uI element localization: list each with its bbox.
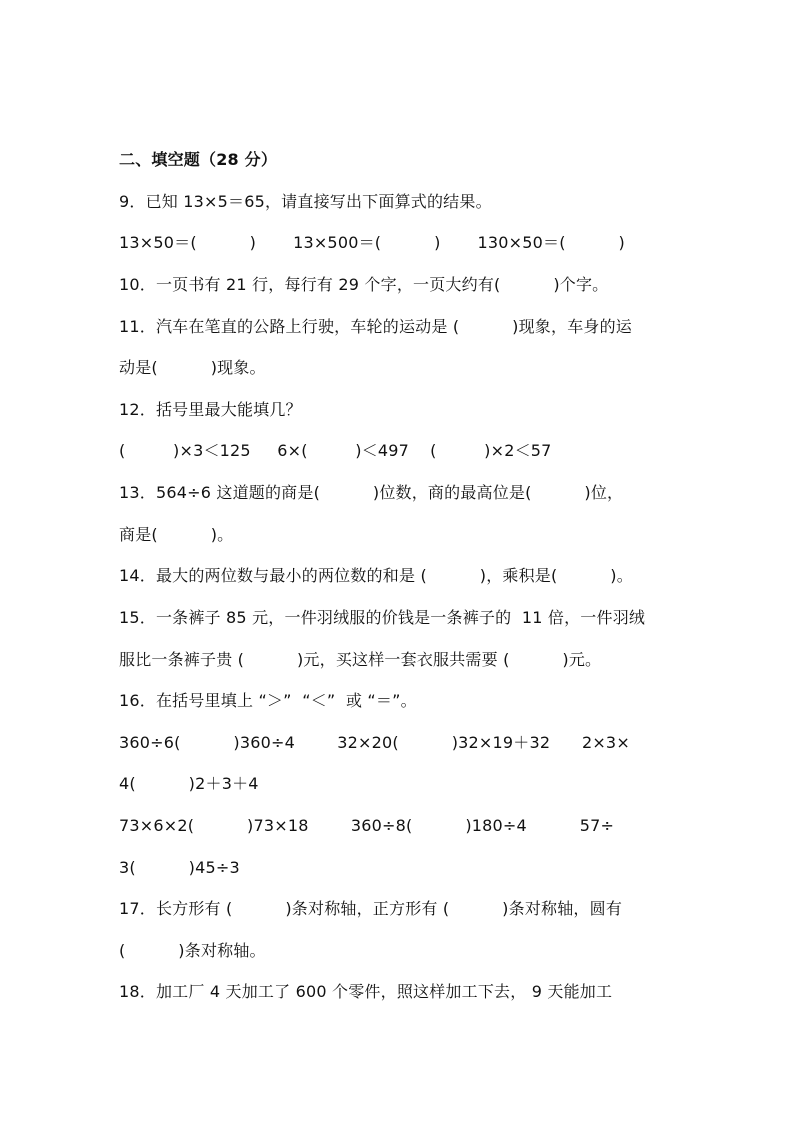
question-14-text: 14．最大的两位数与最小的两位数的和是 ( )，乘积是( )。 xyxy=(119,566,633,585)
section-title: 二、填空题（28 分） xyxy=(119,150,278,169)
question-16-row-1: 360÷6( )360÷4 32×20( )32×19＋32 2×3× xyxy=(119,733,630,752)
question-9-blanks: 13×50＝( ) 13×500＝( ) 130×50＝( ) xyxy=(119,233,625,252)
question-15-continued: 服比一条裤子贵 ( )元，买这样一套衣服共需要 ( )元。 xyxy=(119,650,602,669)
question-15-text: 15．一条裤子 85 元，一件羽绒服的价钱是一条裤子的 11 倍，一件羽绒 xyxy=(119,608,646,627)
question-17-text: 17．长方形有 ( )条对称轴，正方形有 ( )条对称轴，圆有 xyxy=(119,899,623,918)
question-17-continued: ( )条对称轴。 xyxy=(119,941,266,960)
question-13-continued: 商是( )。 xyxy=(119,525,234,544)
question-11-continued: 动是( )现象。 xyxy=(119,358,266,377)
question-11-text: 11．汽车在笔直的公路上行驶，车轮的运动是 ( )现象，车身的运 xyxy=(119,317,632,336)
question-16-text: 16．在括号里填上 “＞” “＜” 或 “＝”。 xyxy=(119,691,417,710)
question-10-text: 10．一页书有 21 行，每行有 29 个字，一页大约有( )个字。 xyxy=(119,275,609,294)
question-12-blanks: ( )×3＜125 6×( )＜497 ( )×2＜57 xyxy=(119,441,552,460)
question-16-row-2: 73×6×2( )73×18 360÷8( )180÷4 57÷ xyxy=(119,816,615,835)
question-18-text: 18．加工厂 4 天加工了 600 个零件，照这样加工下去， 9 天能加工 xyxy=(119,982,613,1001)
question-16-row-2-continued: 3( )45÷3 xyxy=(119,858,240,877)
question-12-text: 12．括号里最大能填几？ xyxy=(119,400,302,419)
question-16-row-1-continued: 4( )2＋3＋4 xyxy=(119,774,259,793)
question-13-text: 13．564÷6 这道题的商是( )位数，商的最高位是( )位， xyxy=(119,483,624,502)
question-9-text: 9．已知 13×5＝65，请直接写出下面算式的结果。 xyxy=(119,192,492,211)
